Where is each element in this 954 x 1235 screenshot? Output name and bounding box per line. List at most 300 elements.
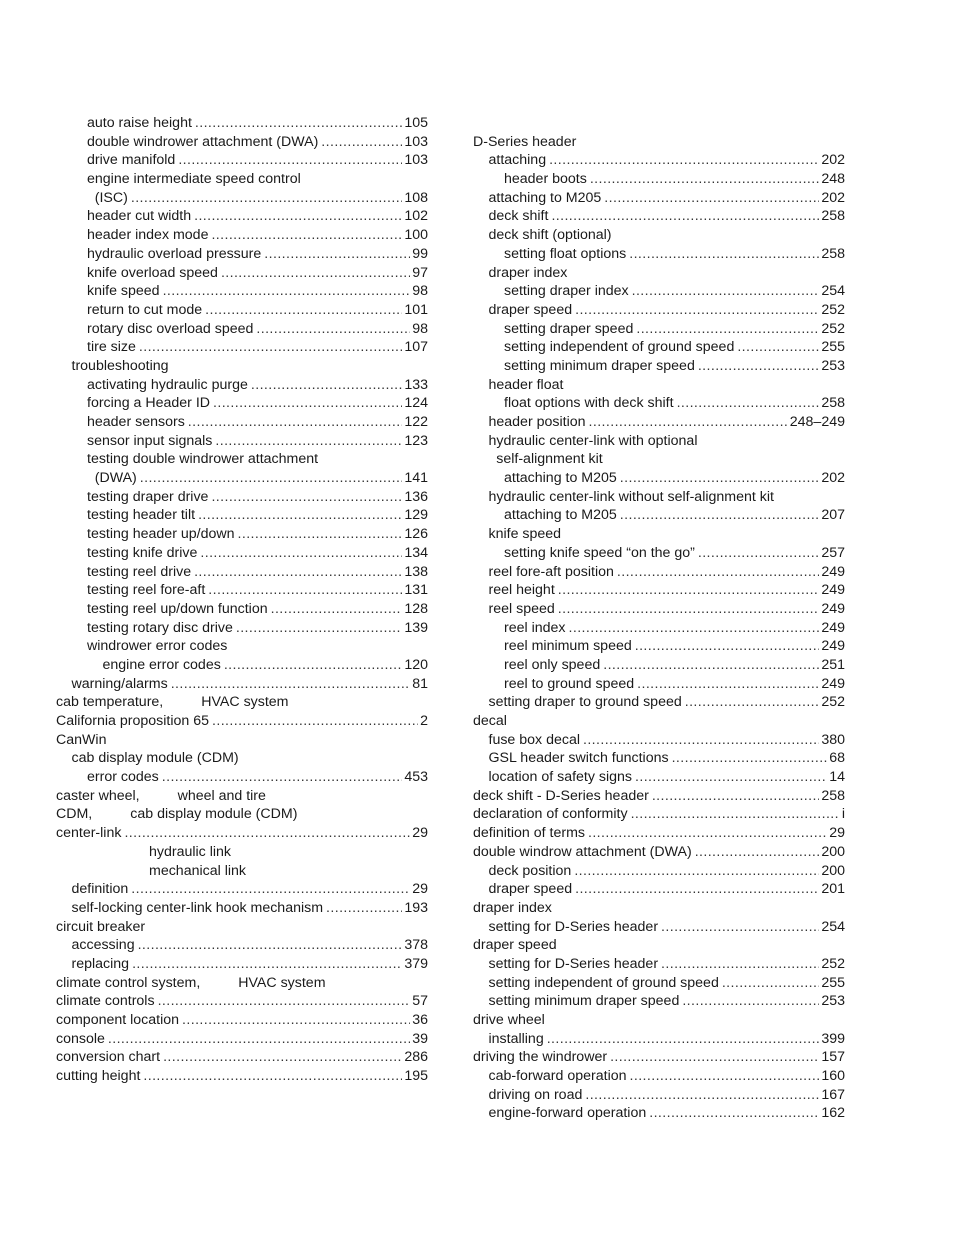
index-entry — [56, 992, 428, 1011]
index-entry-page: 200 — [821, 862, 845, 879]
index-entry — [56, 824, 428, 843]
index-entry — [473, 880, 845, 899]
index-entry-text: climate control system, — [56, 974, 201, 991]
index-entry-text: climate controls — [56, 993, 155, 1010]
index-entry-page: 252 — [821, 301, 845, 318]
index-entry-page: 257 — [821, 544, 845, 561]
index-entry — [473, 357, 845, 376]
index-entry-page: 249 — [821, 600, 845, 617]
index-entry — [473, 936, 845, 955]
index-entry-page: 254 — [821, 918, 845, 935]
index-entry-text: attaching to M205 — [504, 470, 617, 487]
index-entry-reference: wheel and tire — [177, 787, 266, 804]
index-entry-text: tire size — [87, 339, 136, 356]
index-entry-text: setting minimum draper speed — [488, 993, 680, 1010]
index-entry — [56, 805, 428, 824]
index-entry-text: testing reel up/down function — [87, 600, 268, 617]
index-entry-text: setting draper to ground speed — [488, 694, 682, 711]
index-entry-text: D-Series header — [473, 133, 577, 150]
dot-leader — [194, 207, 402, 226]
index-entry-text: testing reel drive — [87, 563, 192, 580]
index-entry-text: testing knife drive — [87, 544, 198, 561]
index-entry — [56, 151, 428, 170]
index-entry-page: 141 — [404, 470, 428, 487]
index-entry — [56, 432, 428, 451]
index-entry — [473, 525, 845, 544]
index-entry-text: fuse box decal — [488, 731, 580, 748]
index-entry — [56, 544, 428, 563]
index-entry-text: setting for D-Series header — [488, 955, 659, 972]
index-entry-text: reel height — [488, 582, 555, 599]
index-entry-text: mechanical link — [149, 862, 246, 879]
index-entry-page: 258 — [821, 245, 845, 262]
index-entry-text: setting float options — [504, 245, 627, 262]
dot-leader — [139, 338, 402, 357]
index-entry — [56, 936, 428, 955]
index-entry-text: accessing — [71, 937, 135, 954]
index-entry — [473, 301, 845, 320]
index-entry — [56, 637, 428, 656]
index-entry-page: 258 — [821, 787, 845, 804]
index-entry-text: testing double windrower attachment — [87, 451, 319, 468]
index-entry-page: 200 — [821, 843, 845, 860]
index-entry — [56, 600, 428, 619]
index-entry-page: 157 — [821, 1049, 845, 1066]
index-entry-page: 136 — [404, 488, 428, 505]
index-entry-page: 99 — [412, 245, 428, 262]
index-entry-text: definition — [71, 881, 129, 898]
index-entry — [56, 1048, 428, 1067]
dot-leader — [208, 581, 402, 600]
index-entry — [56, 320, 428, 339]
index-entry-page: 207 — [821, 507, 845, 524]
index-entry-text: location of safety signs — [488, 769, 633, 786]
index-entry-page: 167 — [821, 1086, 845, 1103]
index-entry — [56, 170, 428, 189]
index-entry-page: 81 — [412, 675, 428, 692]
index-entry-page: 108 — [404, 189, 428, 206]
dot-leader — [143, 1067, 402, 1086]
index-entry-page: 160 — [821, 1068, 845, 1085]
index-entry — [473, 450, 845, 469]
dot-leader — [194, 563, 402, 582]
dot-leader — [124, 824, 410, 843]
dot-leader — [631, 805, 840, 824]
index-entry — [473, 899, 845, 918]
index-entry — [473, 805, 845, 824]
index-entry — [473, 731, 845, 750]
index-entry — [473, 1030, 845, 1049]
index-entry — [56, 712, 428, 731]
index-entry-text: header index mode — [87, 227, 209, 244]
dot-leader — [632, 282, 820, 301]
index-entry-page: 124 — [404, 395, 428, 412]
index-entry-page: 162 — [821, 1105, 845, 1122]
dot-leader — [558, 600, 820, 619]
index-entry-text: setting for D-Series header — [488, 918, 659, 935]
index-entry-text: California proposition 65 — [56, 713, 210, 729]
index-entry — [56, 918, 428, 937]
index-entry-text: testing header up/down — [87, 526, 235, 543]
index-entry-page: 202 — [821, 470, 845, 487]
index-entry-text: drive manifold — [87, 152, 176, 169]
index-entry-text: driving on road — [488, 1086, 583, 1103]
dot-leader — [661, 918, 819, 937]
index-entry-page: 123 — [404, 432, 428, 449]
dot-leader — [620, 469, 820, 488]
index-entry — [473, 133, 845, 152]
index-entry-text: reel to ground speed — [504, 675, 635, 692]
index-entry-page: 253 — [821, 993, 845, 1010]
index-entry — [473, 712, 845, 731]
index-entry-text: sensor input signals — [87, 432, 213, 449]
index-entry-page: 126 — [404, 526, 428, 543]
index-entry-text: hydraulic link — [149, 843, 232, 860]
index-entry-page: 29 — [412, 881, 428, 898]
index-entry-text: attaching to M205 — [488, 189, 602, 206]
index-entry-reference: cab display module (CDM) — [130, 806, 298, 823]
index-entry-page: 29 — [829, 825, 845, 842]
index-entry — [56, 189, 428, 208]
index-entry-text: header position — [488, 414, 586, 430]
index-entry — [473, 170, 845, 189]
index-entry-page: 139 — [404, 619, 428, 636]
dot-leader — [271, 600, 403, 619]
index-entry-page: i — [841, 806, 845, 823]
index-entry-text: reel speed — [488, 600, 555, 617]
index-entry — [56, 731, 428, 750]
index-entry-reference: HVAC system — [238, 974, 326, 991]
dot-leader — [131, 189, 402, 208]
index-entry-page: 29 — [412, 825, 428, 842]
index-entry-page: 2 — [420, 713, 428, 729]
index-entry-text: error codes — [87, 769, 159, 786]
dot-leader — [590, 170, 820, 189]
index-entry-page: 122 — [404, 414, 428, 430]
index-entry — [56, 245, 428, 264]
index-entry-page: 103 — [404, 133, 428, 150]
index-entry-text: cab temperature, — [56, 694, 164, 711]
index-entry — [56, 506, 428, 525]
index-entry-text: attaching to M205 — [504, 507, 617, 524]
index-entry-page: 453 — [404, 769, 428, 786]
dot-leader — [583, 731, 819, 750]
index-entry-text: engine error codes — [102, 656, 221, 673]
index-entry-text: double windrower attachment (DWA) — [87, 133, 319, 150]
index-entry — [473, 992, 845, 1011]
index-entry — [473, 824, 845, 843]
index-entry — [56, 768, 428, 787]
index-entry — [56, 843, 428, 862]
dot-leader — [211, 488, 402, 507]
index-entry — [473, 544, 845, 563]
index-entry — [473, 469, 845, 488]
index-entry-page: 254 — [821, 283, 845, 300]
index-entry-text: setting draper speed — [504, 320, 634, 337]
dot-leader — [215, 432, 402, 451]
dot-leader — [569, 619, 820, 638]
index-entry-page: 201 — [821, 881, 845, 898]
index-entry-page: 98 — [412, 283, 428, 300]
dot-leader — [737, 338, 819, 357]
index-entry — [56, 656, 428, 675]
index-entry — [56, 619, 428, 638]
index-entry-text: header cut width — [87, 208, 192, 225]
index-entry-page: 98 — [412, 320, 428, 337]
dot-leader — [698, 544, 819, 563]
index-entry-page: 129 — [404, 507, 428, 524]
index-entry-page: 249 — [821, 582, 845, 599]
index-entry-page: 258 — [821, 395, 845, 412]
index-entry-text: drive wheel — [473, 1012, 545, 1028]
dot-leader — [589, 413, 788, 432]
index-entry-text: deck position — [488, 862, 572, 879]
index-entry-text: testing header tilt — [87, 507, 196, 524]
index-entry-text: center-link — [56, 825, 122, 842]
index-entry-text: engine intermediate speed control — [87, 171, 301, 188]
index-entry-text: replacing — [71, 955, 130, 972]
index-entry — [56, 974, 428, 993]
index-entry-page: 251 — [821, 656, 845, 673]
index-entry — [473, 282, 845, 301]
index-entry-page: 249 — [821, 638, 845, 655]
index-entry-text: console — [56, 1030, 105, 1047]
index-entry — [473, 974, 845, 993]
index-entry-page: 252 — [821, 694, 845, 711]
dot-leader — [182, 1011, 410, 1030]
index-entry — [473, 600, 845, 619]
dot-leader — [163, 1048, 402, 1067]
index-entry-text: header float — [488, 376, 564, 393]
dot-leader — [321, 133, 402, 152]
index-entry-text: cutting height — [56, 1068, 141, 1085]
index-entry-text: warning/alarms — [71, 675, 168, 692]
index-entry-text: setting independent of ground speed — [504, 339, 735, 356]
index-entry — [473, 749, 845, 768]
dot-leader — [558, 581, 820, 600]
dot-leader — [629, 245, 819, 264]
index-entry — [56, 675, 428, 694]
index-entry-text: declaration of conformity — [473, 806, 628, 823]
index-entry — [56, 525, 428, 544]
dot-leader — [224, 656, 403, 675]
dot-leader — [635, 637, 820, 656]
index-entry — [473, 1086, 845, 1105]
index-entry-text: GSL header switch functions — [488, 750, 669, 767]
index-entry — [56, 376, 428, 395]
dot-leader — [140, 469, 403, 488]
index-entry — [473, 955, 845, 974]
index-entry — [56, 787, 428, 806]
index-entry — [473, 918, 845, 937]
dot-leader — [212, 712, 418, 731]
index-entry — [56, 301, 428, 320]
index-entry-page: 195 — [404, 1068, 428, 1085]
dot-leader — [617, 563, 819, 582]
index-entry — [56, 1067, 428, 1086]
index-entry-page: 378 — [404, 937, 428, 954]
dot-leader — [205, 301, 402, 320]
index-entry-text: definition of terms — [473, 825, 585, 842]
index-entry-page: 258 — [821, 208, 845, 225]
index-entry — [56, 749, 428, 768]
index-entry-text: double windrow attachment (DWA) — [473, 843, 692, 860]
index-entry — [473, 619, 845, 638]
index-entry-page: 202 — [821, 152, 845, 169]
index-entry-text: caster wheel, — [56, 787, 140, 804]
dot-leader — [326, 899, 402, 918]
dot-leader — [698, 357, 819, 376]
index-entry-text: circuit breaker — [56, 918, 146, 935]
dot-leader — [685, 693, 820, 712]
index-entry-page: 97 — [412, 264, 428, 281]
dot-leader — [138, 936, 403, 955]
index-entry — [473, 506, 845, 525]
index-entry — [473, 114, 845, 133]
index-entry-text: draper index — [473, 899, 552, 916]
dot-leader — [158, 992, 411, 1011]
dot-leader — [635, 768, 827, 787]
index-entry-text: attaching — [488, 152, 547, 169]
index-entry-text: reel minimum speed — [504, 638, 632, 655]
index-entry-text: setting draper index — [504, 283, 629, 300]
index-entry — [56, 413, 428, 432]
index-entry-text: knife overload speed — [87, 264, 218, 281]
dot-leader — [661, 955, 819, 974]
index-entry — [56, 450, 428, 469]
dot-leader — [236, 619, 402, 638]
index-entry-text: deck shift - D-Series header — [473, 787, 649, 804]
index-entry — [473, 376, 845, 395]
dot-leader — [604, 189, 819, 208]
index-entry-text: self-locking center-link hook mechanism — [71, 899, 324, 916]
index-entry — [56, 282, 428, 301]
index-entry — [56, 394, 428, 413]
index-entry-page: 253 — [821, 357, 845, 374]
index-entry — [56, 563, 428, 582]
index-entry-reference: HVAC system — [201, 694, 289, 711]
index-entry — [473, 693, 845, 712]
index-entry — [473, 862, 845, 881]
index-entry-page: 193 — [404, 899, 428, 916]
index-entry — [56, 264, 428, 283]
dot-leader — [200, 544, 402, 563]
dot-leader — [131, 880, 410, 899]
index-entry-page: 399 — [821, 1030, 845, 1047]
index-entry-text: knife speed — [488, 526, 562, 543]
dot-leader — [213, 394, 402, 413]
index-entry — [56, 207, 428, 226]
index-entry — [473, 1067, 845, 1086]
dot-leader — [547, 1030, 820, 1049]
dot-leader — [264, 245, 410, 264]
dot-leader — [630, 1067, 820, 1086]
index-entry — [473, 394, 845, 413]
index-entry-page: 105 — [404, 115, 428, 131]
index-entry-page: 138 — [404, 563, 428, 580]
index-entry-text: forcing a Header ID — [87, 395, 211, 412]
index-entry-text: testing rotary disc drive — [87, 619, 233, 636]
index-entry-page: 107 — [404, 339, 428, 356]
index-entry — [56, 880, 428, 899]
index-entry-text: hydraulic overload pressure — [87, 245, 262, 262]
index-entry — [56, 114, 428, 133]
dot-leader — [163, 282, 411, 301]
index-entry-text: knife speed — [87, 283, 160, 300]
index-entry — [56, 955, 428, 974]
index-entry-text: windrower error codes — [87, 638, 228, 655]
dot-leader — [551, 207, 819, 226]
index-entry — [56, 899, 428, 918]
index-entry-text: activating hydraulic purge — [87, 376, 248, 393]
index-entry-page: 379 — [404, 955, 428, 972]
index-entry-page: 120 — [404, 656, 428, 673]
index-entry-page: 128 — [404, 600, 428, 617]
dot-leader — [238, 525, 403, 544]
index-entry — [473, 488, 845, 507]
index-entry — [56, 338, 428, 357]
dot-leader — [178, 151, 402, 170]
index-entry — [473, 413, 845, 432]
index-entry — [473, 581, 845, 600]
index-entry — [473, 432, 845, 451]
index-entry — [473, 675, 845, 694]
index-entry — [473, 843, 845, 862]
index-entry-text: CanWin — [56, 731, 107, 748]
index-entry-text: draper speed — [488, 301, 573, 318]
index-entry — [473, 1104, 845, 1123]
index-entry-page: 249 — [821, 675, 845, 692]
index-entry — [473, 787, 845, 806]
dot-leader — [171, 675, 411, 694]
index-entry-text: (DWA) — [94, 470, 137, 487]
index-entry-page: 255 — [821, 974, 845, 991]
index-entry-page: 252 — [821, 955, 845, 972]
index-entry — [56, 862, 428, 881]
dot-leader — [636, 320, 819, 339]
dot-leader — [221, 264, 410, 283]
index-entry-text: troubleshooting — [71, 357, 169, 374]
index-entry-page: 131 — [404, 582, 428, 599]
dot-leader — [574, 862, 819, 881]
dot-leader — [256, 320, 410, 339]
index-entry-page: 133 — [404, 376, 428, 393]
index-entry — [473, 151, 845, 170]
index-entry — [473, 656, 845, 675]
dot-leader — [722, 974, 819, 993]
index-entry — [473, 245, 845, 264]
index-entry-text: testing reel fore-aft — [87, 582, 206, 599]
index-entry-page: 249 — [821, 563, 845, 580]
index-entry — [473, 563, 845, 582]
index-entry — [56, 1030, 428, 1049]
index-entry-page: 39 — [412, 1030, 428, 1047]
index-entry-page: 57 — [412, 993, 428, 1010]
index-entry — [473, 189, 845, 208]
index-entry-page: 68 — [829, 750, 845, 767]
index-entry-text: cab display module (CDM) — [71, 750, 239, 767]
index-entry-text: auto raise height — [87, 115, 192, 131]
index-entry-text: CDM, — [56, 806, 93, 823]
index-entry — [473, 226, 845, 245]
dot-leader — [549, 151, 819, 170]
index-entry-text: component location — [56, 1012, 180, 1028]
dot-leader — [575, 880, 819, 899]
index-entry-page: 14 — [829, 769, 845, 786]
index-entry-text: draper speed — [488, 881, 573, 898]
index-entry — [56, 226, 428, 245]
index-entry — [56, 581, 428, 600]
